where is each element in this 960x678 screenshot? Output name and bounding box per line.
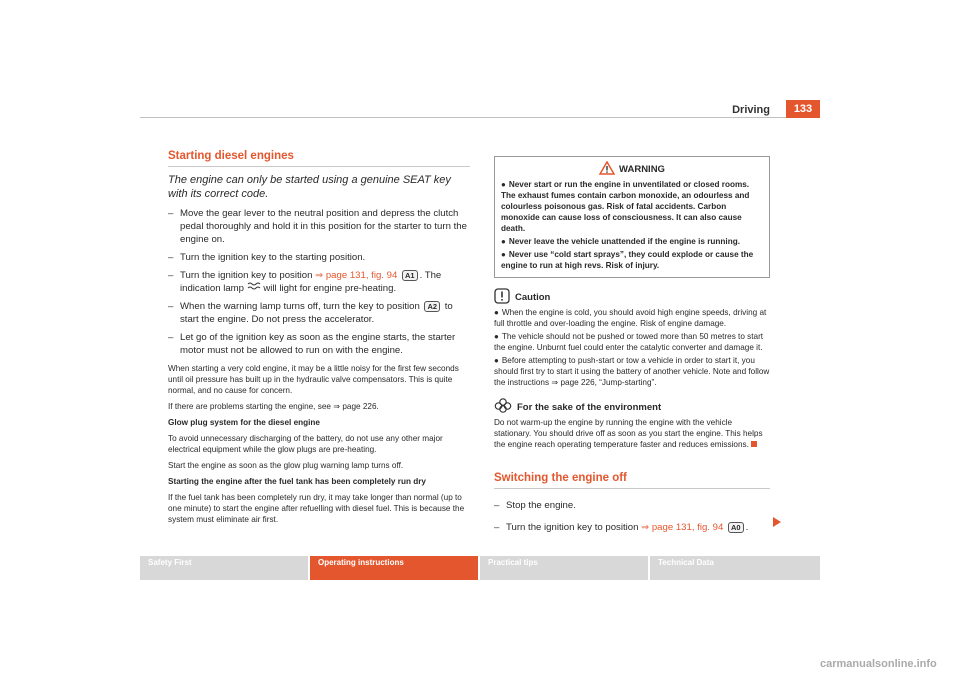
caution-title: Caution — [494, 288, 770, 304]
warning-item: ● Never use “cold start sprays”, they could explode or cause the engine to run at high revs. Risk of injury. — [501, 250, 754, 270]
paragraph-problems: If there are problems starting the engine, see ⇒ page 226. — [168, 402, 379, 411]
footer-tab-safety-first[interactable]: Safety First — [140, 556, 308, 580]
watermark: carmanualsonline.info — [820, 658, 937, 670]
caution-item: ● Before attempting to push-start or tow a vehicle in order to start it, you should first try to start it using the battery of another vehicle. Note and follow the instructions ⇒ page 226, “Jump-starting”. — [494, 356, 770, 387]
switch-off-steps-list — [494, 499, 770, 534]
caution-icon — [494, 288, 510, 304]
footer-tab-practical-tips[interactable]: Practical tips — [480, 556, 648, 580]
key-position-badge: A1 — [402, 270, 418, 281]
section-title-starting-diesel: Starting diesel engines — [168, 150, 470, 167]
glow-plug-icon — [247, 282, 261, 291]
warning-box — [494, 156, 770, 278]
footer-tab-technical-data[interactable]: Technical Data — [650, 556, 820, 580]
warning-item: ● Never start or run the engine in unventilated or closed rooms. The exhaust fumes contain carbon monoxide, an odourless and colourless poisonous gas. Risk of fatal accidents. Carbon monoxide can cause loss of consciousness. It can also cause death. — [501, 180, 750, 233]
list-item: – Move the gear lever to the neutral position and depress the clutch pedal thoroughly and hold it in this position for the starter to turn the engine on. — [168, 208, 467, 245]
list-item: – Turn the ignition key to the starting position. — [168, 252, 366, 263]
caution-item: ● The vehicle should not be pushed or towed more than 50 metres to start the engine. Unburnt fuel could enter the catalytic converter and damage it. — [494, 332, 764, 352]
environment-flower-icon — [494, 398, 512, 414]
end-of-section-mark — [751, 441, 757, 447]
page-reference-link[interactable]: ⇒ page 131, fig. 94 — [315, 270, 398, 281]
start-steps-list — [168, 207, 470, 357]
paragraph-fuel-tank: If the fuel tank has been completely run dry, it may take longer than normal (up to one minute) to start the engine after refuelling with diesel fuel. This is because the system must eliminate air first. — [168, 493, 465, 524]
key-position-badge: A0 — [728, 522, 744, 533]
warning-triangle-icon — [599, 161, 615, 175]
paragraph-cold-engine: When starting a very cold engine, it may be a little noisy for the first few seconds until oil pressure has built up in the hydraulic valve compensators. This is quite normal, and no cause for concern. — [168, 364, 459, 395]
list-item: – Turn the ignition key to position ⇒ page 131, fig. 94 A1 . The indication lamp will light for engine pre-heating. — [168, 270, 442, 294]
paragraph-glow-battery: To avoid unnecessary discharging of the battery, do not use any other major electrical equipment while the glow plugs are pre-heating. — [168, 434, 443, 454]
section-title-switching-off: Switching the engine off — [494, 472, 770, 489]
key-position-badge: A2 — [424, 301, 440, 312]
running-header-title: Driving — [732, 104, 770, 116]
next-page-arrow-icon[interactable] — [772, 516, 782, 528]
footer-tab-operating-instructions[interactable]: Operating instructions — [310, 556, 478, 580]
warning-title: WARNING — [501, 161, 763, 176]
list-item: – Let go of the ignition key as soon as the engine starts, the starter motor must not be allowed to run on with the engine. — [168, 332, 456, 356]
paragraph-glow-start: Start the engine as soon as the glow plug warning lamp turns off. — [168, 461, 404, 470]
heading-glow-plug: Glow plug system for the diesel engine — [168, 418, 320, 427]
environment-text: Do not warm-up the engine by running the engine with the vehicle stationary. You should drive off as soon as you start the engine. This helps the engine reach operating temperature faster and reduces emissions. — [494, 418, 763, 449]
caution-item: ● When the engine is cold, you should avoid high engine speeds, driving at full throttle and over-loading the engine. Risk of engine damage. — [494, 308, 767, 328]
header-rule — [140, 117, 820, 118]
left-column — [168, 150, 470, 530]
page-number: 133 — [786, 100, 820, 118]
right-column — [494, 156, 770, 540]
page-reference-link[interactable]: ⇒ page 131, fig. 94 — [641, 522, 724, 533]
warning-item: ● Never leave the vehicle unattended if the engine is running. — [501, 237, 740, 246]
lead-text: The engine can only be started using a genuine SEAT key with its correct code. — [168, 174, 451, 200]
list-item: – Stop the engine. — [494, 500, 576, 511]
environment-title: For the sake of the environment — [494, 398, 770, 414]
list-item: – When the warning lamp turns off, turn the key to position A2 to start the engine. Do not press the accelerator. — [168, 301, 453, 325]
heading-fuel-tank: Starting the engine after the fuel tank has been completely run dry — [168, 477, 426, 486]
list-item: – Turn the ignition key to position ⇒ page 131, fig. 94 A0 . — [494, 522, 749, 533]
